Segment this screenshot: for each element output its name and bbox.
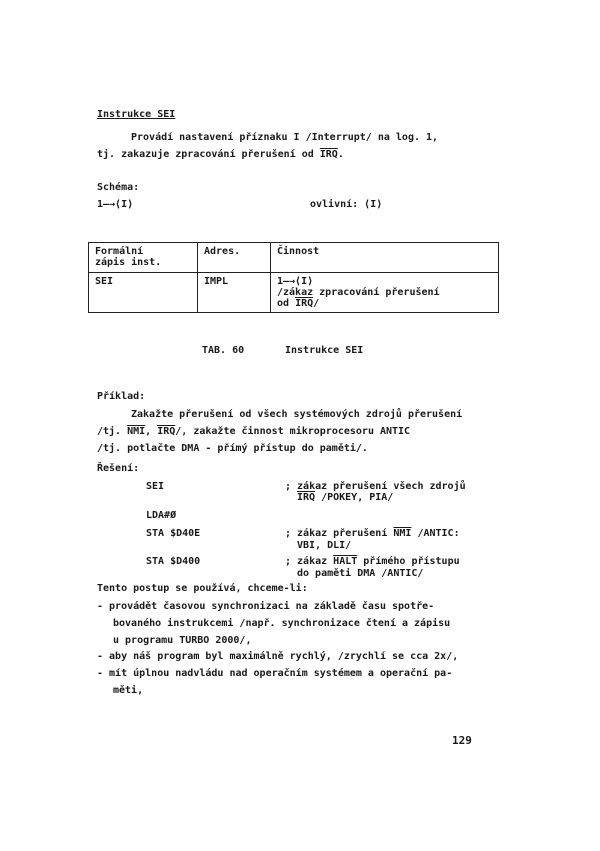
code-comment-3 <box>285 529 460 539</box>
code-comment-4 <box>285 557 460 567</box>
activity-formula: 1—→⟨I⟩ <box>277 276 314 287</box>
code-instr-1: SEI <box>146 481 165 492</box>
code-comment-3a: ; zákaz přerušení <box>285 528 394 539</box>
code-comment-4b: přímého přístupu <box>357 556 460 567</box>
usage-line-6: měti, <box>113 685 144 696</box>
schema-affects: ovlivní: ⟨I⟩ <box>310 199 383 210</box>
code-instr-2: LDA#Ø <box>146 510 177 521</box>
example-line-1: Zakažte přerušení od všech systémových zdrojů přerušení <box>131 409 463 420</box>
table-header-row <box>89 243 499 273</box>
page-number: 129 <box>452 734 472 747</box>
irq-signal: $\overline{IRQ}$ <box>295 298 314 309</box>
irq-signal: $\overline{IRQ}$ <box>319 149 338 160</box>
header-activity: Činnost <box>271 243 499 273</box>
intro-text: tj. zakazuje zpracování přerušení od <box>97 149 320 160</box>
cell-activity <box>271 273 499 313</box>
usage-line-3: u programu TURBO 2000/, <box>113 635 252 646</box>
usage-line-5: - mít úplnou nadvládu nad operačním systémem a operační pa- <box>97 668 453 679</box>
example-line-2 <box>97 427 410 437</box>
usage-intro: Tento postup se používá, chceme-li: <box>97 583 308 594</box>
instruction-table <box>88 242 499 313</box>
irq-signal: $\overline{IRQ}$ <box>157 426 176 437</box>
usage-line-2: bovaného instrukcemi /např. synchronizace čtení a zápisu <box>113 618 451 629</box>
nmi-signal: $\overline{NMI}$ <box>393 528 412 539</box>
code-instr-3: STA $D40E <box>146 528 201 539</box>
schema-label: Schéma: <box>97 182 140 193</box>
example-label: Příklad: <box>97 391 146 402</box>
intro-period: . <box>337 149 344 160</box>
solution-label: Řešení: <box>97 463 140 474</box>
intro-line-1: Provádí nastavení příznaku I /Interrupt/ na log. 1, <box>131 132 439 143</box>
activity-prefix: od <box>277 298 296 309</box>
halt-signal: HALT <box>333 556 358 567</box>
code-comment-3c: VBI, DLI/ <box>297 540 352 551</box>
code-comment-4a: ; zákaz <box>285 556 334 567</box>
activity-line-3 <box>277 298 492 309</box>
intro-line-2 <box>97 150 344 160</box>
cell-addressing: IMPL <box>198 273 271 313</box>
example-text-b: , <box>145 426 158 437</box>
activity-line-2: /zákaz zpracování přerušení <box>277 287 440 298</box>
table-caption-number: TAB. 60 <box>202 345 245 356</box>
usage-line-1: - provádět časovou synchronizaci na základě času spotře- <box>97 601 435 612</box>
nmi-signal: $\overline{NMI}$ <box>127 426 146 437</box>
activity-suffix: / <box>313 298 320 309</box>
code-comment-3b: /ANTIC: <box>411 528 460 539</box>
usage-line-4: - aby náš program byl maximálně rychlý, /zrychlí se cca 2x/, <box>97 651 459 662</box>
table-row <box>89 273 499 313</box>
irq-signal: $\overline{IRQ}$ <box>297 492 316 503</box>
code-comment-4c: do paměti DMA /ANTIC/ <box>297 568 424 579</box>
example-text-a: /tj. <box>97 426 128 437</box>
header-addressing: Adres. <box>198 243 271 273</box>
cell-instruction: SEI <box>89 273 198 313</box>
example-line-3: /tj. potlačte DMA - přímý přístup do paměti/. <box>97 443 368 454</box>
table-caption-text: Instrukce SEI <box>285 345 364 356</box>
header-instruction: Formální zápis inst. <box>89 243 198 273</box>
code-comment-1b <box>297 493 393 503</box>
schema-formula: 1—→⟨I⟩ <box>97 199 134 210</box>
code-instr-4: STA $D400 <box>146 556 201 567</box>
example-text-c: /, zakažte činnost mikroprocesoru ANTIC <box>175 426 411 437</box>
code-comment-1b-rest: /POKEY, PIA/ <box>315 492 394 503</box>
section-heading: Instrukce SEI <box>97 109 176 120</box>
code-comment-1: ; zákaz přerušení všech zdrojů <box>285 481 466 492</box>
